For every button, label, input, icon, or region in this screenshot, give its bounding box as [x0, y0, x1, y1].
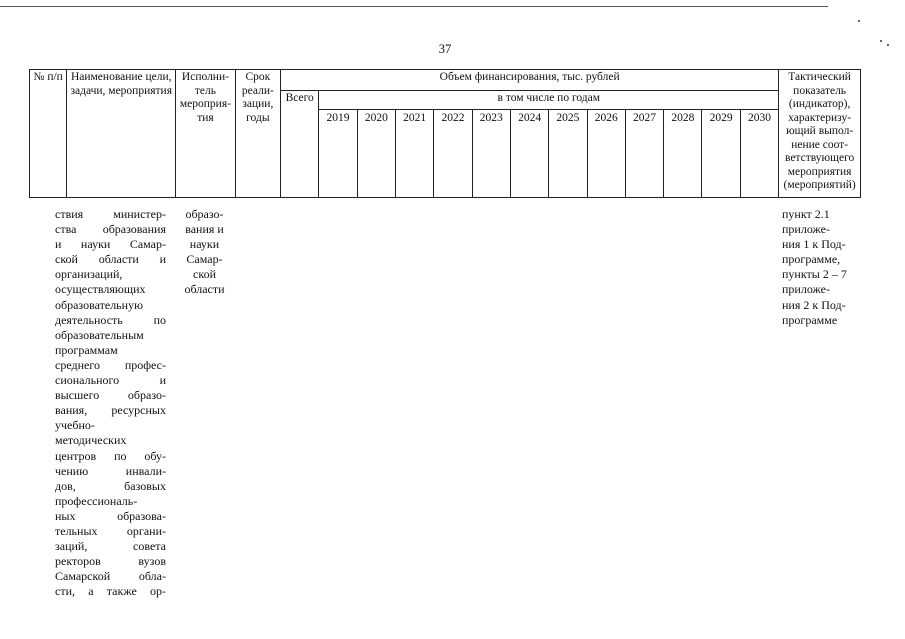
header-year: 2029: [702, 110, 740, 198]
indicator-text: [782, 207, 860, 328]
text-line: Самар-: [186, 252, 223, 267]
text-line: высшего образо-: [55, 388, 166, 403]
text-line: науки: [189, 237, 220, 252]
text-line: вания и: [185, 222, 224, 237]
text-line: центров по обу-: [55, 448, 166, 463]
scan-speck: [880, 40, 882, 42]
text-line: Самарской обла-: [55, 569, 166, 584]
text-line: заций, совета: [55, 539, 166, 554]
text-line: сти, а также ор-: [55, 584, 166, 599]
header-year: 2026: [587, 110, 625, 198]
text-line: приложе-: [782, 222, 830, 237]
header-year: 2019: [319, 110, 357, 198]
header-name: Наименование цели, задачи, мероприятия: [67, 70, 176, 198]
header-indicator: Тактический показатель (индикатор), характеризу-ющий выпол-нение соот-ветствующего мероприятия (мероприятий): [779, 70, 861, 198]
text-line: и науки Самар-: [55, 237, 166, 252]
text-line: среднего профес-: [55, 357, 166, 372]
header-year: 2023: [472, 110, 510, 198]
header-period: Срок реали-зации, годы: [235, 70, 280, 198]
text-line: вания, ресурсных: [55, 403, 166, 418]
top-rule: [0, 6, 828, 7]
header-year: 2025: [549, 110, 587, 198]
text-line: профессиональ-: [55, 493, 138, 508]
header-number: № п/п: [30, 70, 67, 198]
text-line: организаций,: [55, 267, 123, 282]
header-executor: Исполни-тель мероприя-тия: [176, 70, 235, 198]
text-line: ствия министер-: [55, 207, 166, 221]
page-number: 37: [438, 42, 452, 56]
text-line: пункт 2.1: [782, 207, 830, 221]
header-year: 2030: [740, 110, 778, 198]
text-line: образовательную: [55, 297, 144, 312]
text-line: ской: [193, 267, 216, 282]
header-funding: Объем финансирования, тыс. рублей: [281, 70, 779, 91]
activity-name-text: [55, 207, 166, 599]
header-total: Всего: [281, 91, 319, 198]
financing-table: [29, 69, 861, 198]
text-line: программе,: [782, 252, 841, 267]
text-line: ных образова-: [55, 508, 166, 523]
header-year: 2024: [510, 110, 548, 198]
text-line: методических: [55, 433, 127, 448]
text-line: ректоров вузов: [55, 554, 166, 569]
scan-speck: [858, 20, 860, 22]
text-line: образо-: [185, 207, 224, 221]
text-line: ния 1 к Под-: [782, 237, 846, 252]
header-by-years: в том числе по годам: [319, 91, 779, 110]
text-line: деятельность по: [55, 312, 166, 327]
text-line: чению инвали-: [55, 463, 166, 478]
text-line: приложе-: [782, 282, 830, 297]
text-line: дов, базовых: [55, 478, 166, 493]
text-line: программам: [55, 342, 118, 357]
text-line: осуществляющих: [55, 282, 146, 297]
text-line: ской области и: [55, 252, 166, 267]
text-line: сионального и: [55, 373, 166, 388]
text-line: области: [184, 282, 225, 297]
header-year: 2020: [357, 110, 395, 198]
header-year: 2022: [434, 110, 472, 198]
header-year: 2021: [395, 110, 433, 198]
text-line: программе: [782, 312, 838, 327]
text-line: ства образования: [55, 222, 166, 237]
executor-text: [177, 207, 232, 298]
text-line: учебно-: [55, 418, 95, 433]
header-year: 2028: [664, 110, 702, 198]
scan-speck: [887, 44, 889, 46]
text-line: пункты 2 – 7: [782, 267, 847, 282]
text-line: тельных органи-: [55, 523, 166, 538]
text-line: образовательным: [55, 327, 144, 342]
header-year: 2027: [625, 110, 663, 198]
text-line: ния 2 к Под-: [782, 297, 846, 312]
